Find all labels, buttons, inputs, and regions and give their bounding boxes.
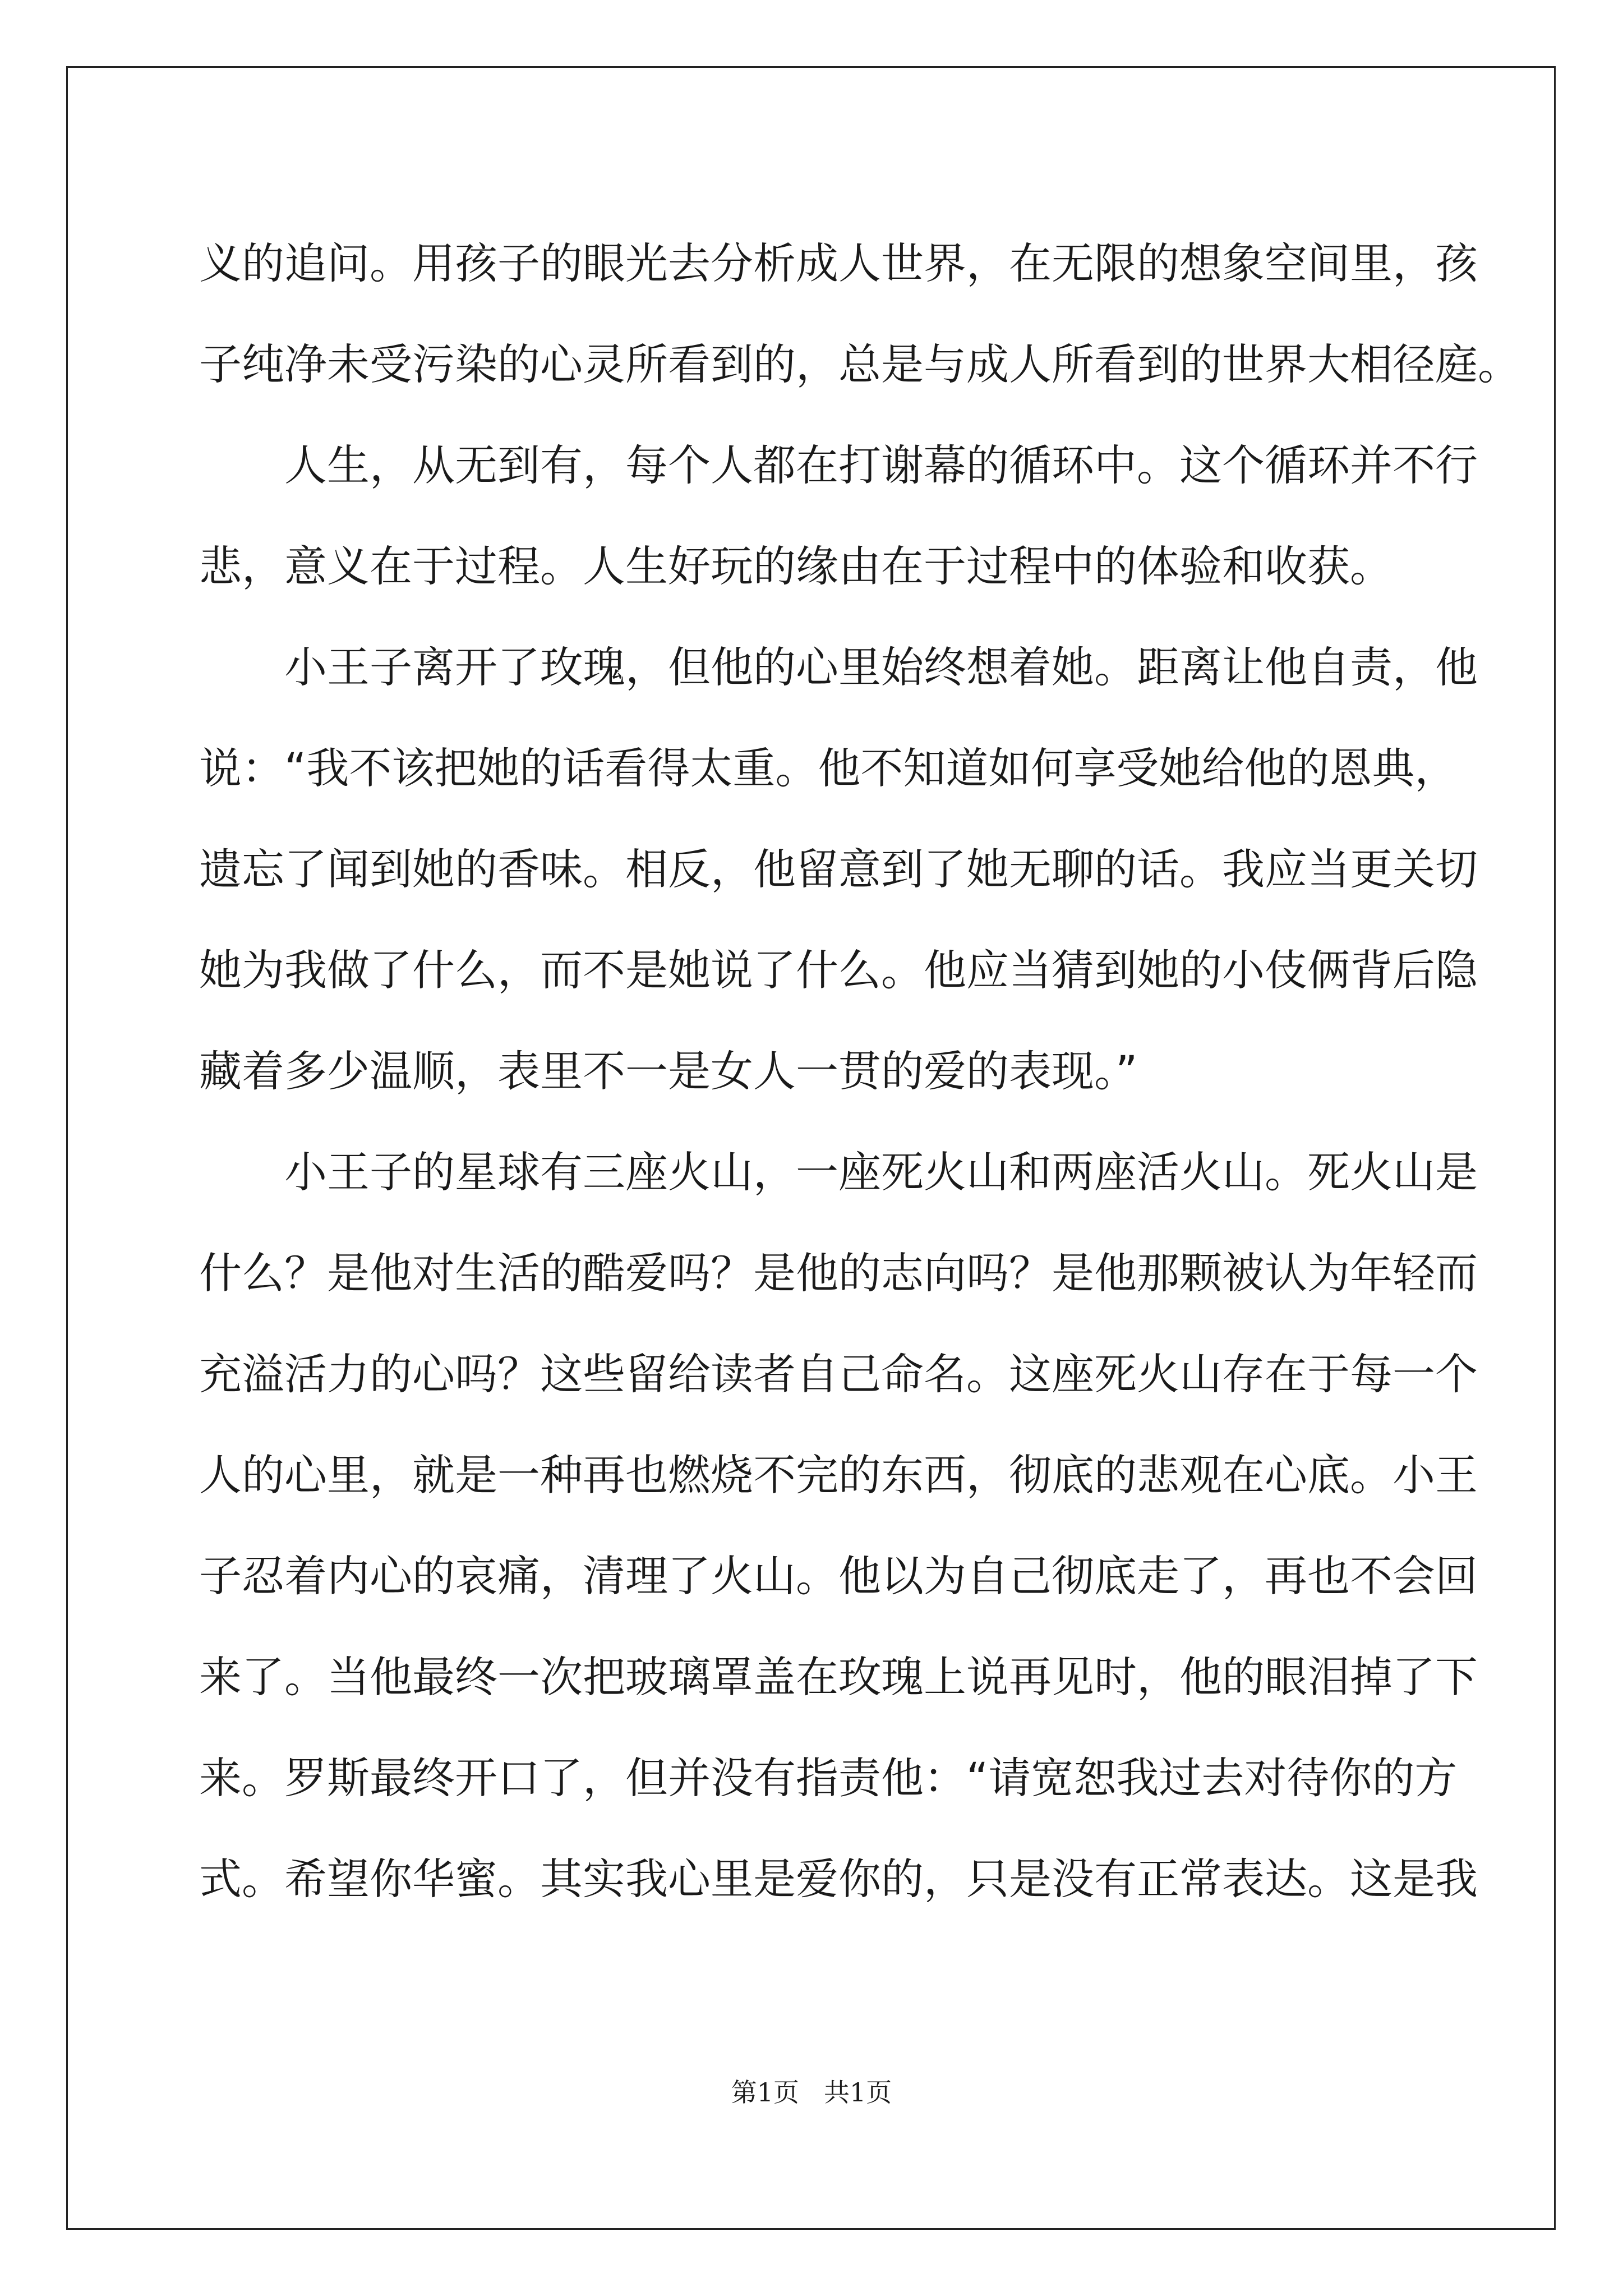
text-line: 式。希望你华蜜。其实我心里是爱你的，只是没有正常表达。这是我 [199,1854,1478,1904]
text-line: 她为我做了什么，而不是她说了什么。他应当猜到她的小伎俩背后隐 [199,945,1478,995]
text-line: 小王子的星球有三座火山，一座死火山和两座活火山。死火山是 [284,1147,1478,1197]
page-total: 共1页 [823,2077,892,2108]
text-line: 来了。当他最终一次把玻璃罩盖在玫瑰上说再见时，他的眼泪掉了下 [199,1652,1478,1702]
text-line: 子纯净未受污染的心灵所看到的，总是与成人所看到的世界大相径庭。 [199,339,1520,389]
text-line: 义的追问。用孩子的眼光去分析成人世界，在无限的想象空间里，孩 [199,238,1478,288]
text-line: 来。罗斯最终开口了，但并没有指责他：“请宽恕我过去对待你的方 [199,1753,1458,1803]
text-line: 人生，从无到有，每个人都在打谢幕的循环中。这个循环并不行 [284,440,1478,490]
document-body [199,213,1520,1930]
text-line: 说：“我不该把她的话看得太重。他不知道如何享受她给他的恩典， [199,743,1458,793]
text-line: 什么？是他对生活的酷爱吗？是他的志向吗？是他那颗被认为年轻而 [199,1248,1478,1298]
text-line: 遗忘了闻到她的香味。相反，他留意到了她无聊的话。我应当更关切 [199,844,1478,894]
text-line: 藏着多少温顺，表里不一是女人一贯的爱的表现。” [199,1046,1138,1096]
text-line: 悲，意义在于过程。人生好玩的缘由在于过程中的体验和收获。 [199,541,1393,591]
text-line: 子忍着内心的哀痛，清理了火山。他以为自己彻底走了，再也不会回 [199,1551,1478,1601]
text-line: 人的心里，就是一种再也燃烧不完的东西，彻底的悲观在心底。小王 [199,1450,1478,1500]
text-line: 小王子离开了玫瑰，但他的心里始终想着她。距离让他自责，他 [284,642,1478,692]
text-line: 充溢活力的心吗？这些留给读者自己命名。这座死火山存在于每一个 [199,1349,1478,1399]
page-footer [0,2076,1623,2109]
page-number: 第1页 [731,2077,800,2108]
